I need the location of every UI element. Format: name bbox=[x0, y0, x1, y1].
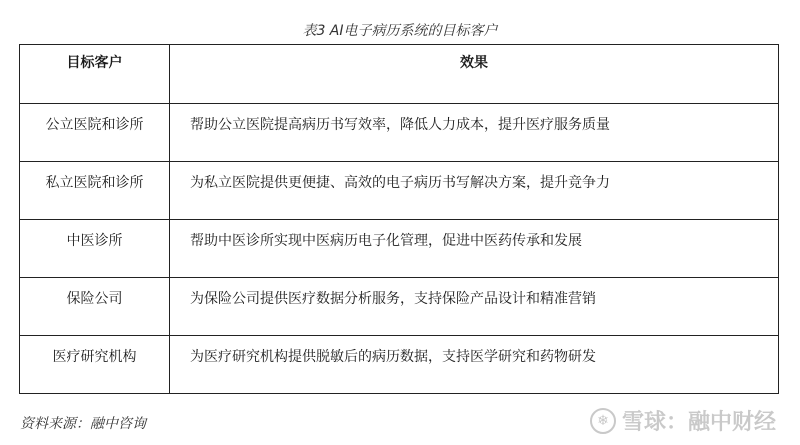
table-row bbox=[20, 220, 779, 278]
effect-cell: 帮助中医诊所实现中医病历电子化管理，促进中医药传承和发展 bbox=[170, 220, 779, 278]
customer-cell: 保险公司 bbox=[20, 278, 170, 336]
customer-cell: 公立医院和诊所 bbox=[20, 104, 170, 162]
effect-cell: 帮助公立医院提高病历书写效率，降低人力成本，提升医疗服务质量 bbox=[170, 104, 779, 162]
header-target-customer: 目标客户 bbox=[20, 45, 170, 104]
header-effect: 效果 bbox=[170, 45, 779, 104]
table-row bbox=[20, 104, 779, 162]
table-header-row bbox=[20, 45, 779, 104]
effect-cell: 为医疗研究机构提供脱敏后的病历数据，支持医学研究和药物研发 bbox=[170, 336, 779, 394]
table-row bbox=[20, 336, 779, 394]
source-note: 资料来源：融中咨询 bbox=[20, 416, 146, 432]
table-row bbox=[20, 278, 779, 336]
customer-cell: 医疗研究机构 bbox=[20, 336, 170, 394]
customer-cell: 中医诊所 bbox=[20, 220, 170, 278]
watermark-text: 雪球：融中财经 bbox=[621, 410, 776, 435]
table-row bbox=[20, 162, 779, 220]
snowball-logo-icon: ❄ bbox=[590, 408, 616, 434]
effect-cell: 为保险公司提供医疗数据分析服务，支持保险产品设计和精准营销 bbox=[170, 278, 779, 336]
table-caption: 表3 AI电子病历系统的目标客户 bbox=[302, 23, 498, 39]
effect-cell: 为私立医院提供更便捷、高效的电子病历书写解决方案，提升竞争力 bbox=[170, 162, 779, 220]
customer-cell: 私立医院和诊所 bbox=[20, 162, 170, 220]
target-customer-table bbox=[19, 44, 779, 394]
watermark bbox=[590, 405, 776, 436]
